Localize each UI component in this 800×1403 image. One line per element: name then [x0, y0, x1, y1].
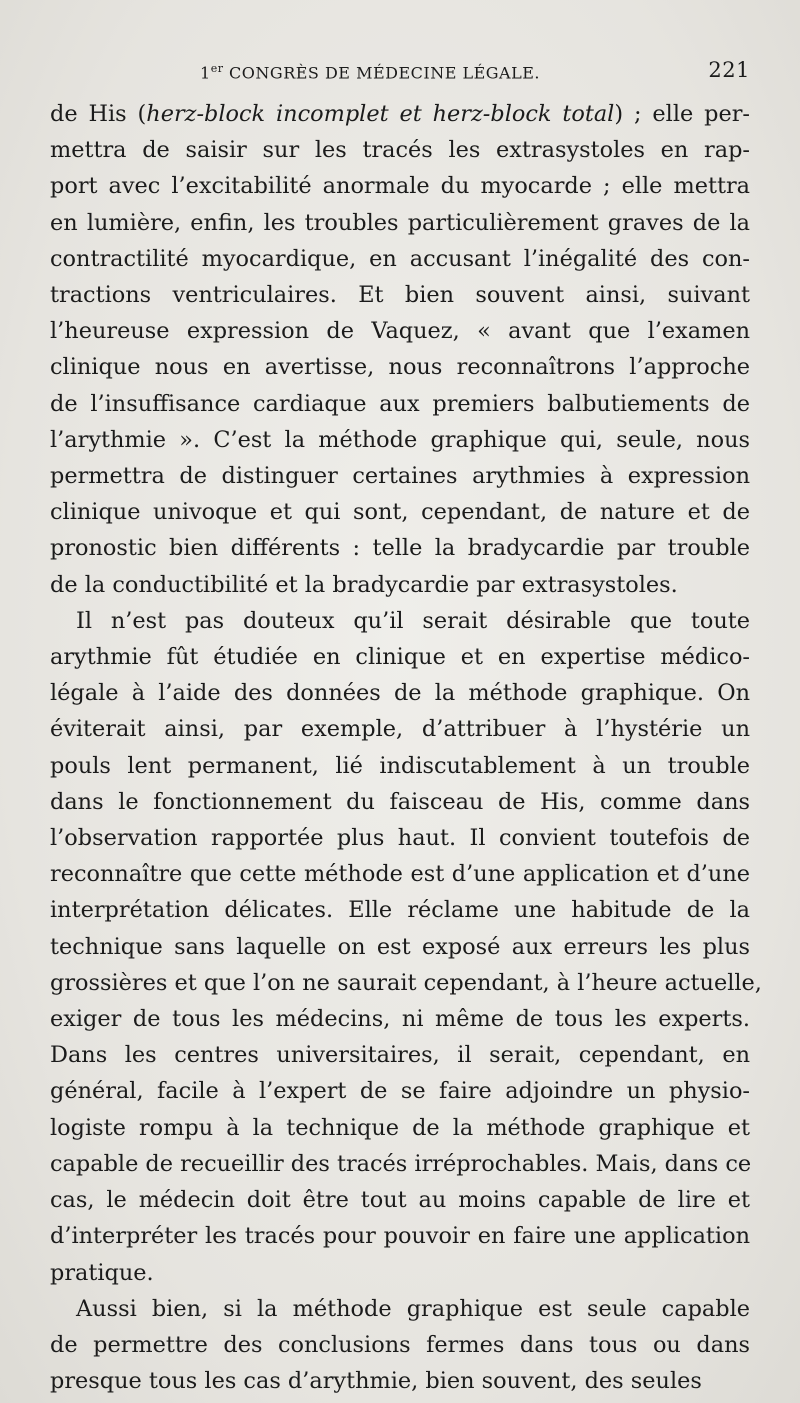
paragraph [50, 96, 750, 603]
text-line: pronostic bien différents : telle la bradycardie par trouble [50, 535, 750, 562]
text-line: clinique univoque et qui sont, cependant, de nature et de [50, 499, 750, 526]
text-line: l’heureuse expression de Vaquez, « avant que l’examen [50, 318, 750, 345]
text-line: tractions ventriculaires. Et bien souvent ainsi, suivant [50, 282, 750, 309]
text-line: dans le fonctionnement du faisceau de His, comme dans [50, 788, 750, 815]
text-line: pouls lent permanent, lié indiscutablement à un trouble [50, 752, 750, 779]
text-line: contractilité myocardique, en accusant l’inégalité des con- [50, 245, 750, 272]
text-line: général, facile à l’expert de se faire adjoindre un physio- [50, 1078, 750, 1105]
text-line: presque tous les cas d’arythmie, bien souvent, des seules [50, 1368, 702, 1395]
text-line: cas, le médecin doit être tout au moins capable de lire et [50, 1187, 750, 1214]
text-line: pratique. [50, 1259, 154, 1286]
text-line: Aussi bien, si la méthode graphique est seule capable [76, 1295, 750, 1322]
text-line: permettra de distinguer certaines arythmies à expression [50, 463, 750, 490]
text-line: de la conductibilité et la bradycardie par extrasystoles. [50, 571, 678, 598]
running-head [50, 50, 750, 96]
text-line: Dans les centres universitaires, il serait, cependant, en [50, 1042, 750, 1069]
text-line: exiger de tous les médecins, ni même de tous les experts. [50, 1006, 750, 1033]
text-line: arythmie fût étudiée en clinique et en expertise médico- [50, 644, 750, 671]
text-line: l’arythmie ». C’est la méthode graphique qui, seule, nous [50, 426, 750, 453]
text-line: de permettre des conclusions fermes dans tous ou dans [50, 1331, 750, 1358]
paragraph [50, 603, 762, 1291]
text-line: capable de recueillir des tracés irréprochables. Mais, dans ce [50, 1150, 752, 1177]
text-line: technique sans laquelle on est exposé aux erreurs les plus [50, 933, 750, 960]
paragraph [50, 1291, 750, 1400]
text-line: légale à l’aide des données de la méthode graphique. On [50, 680, 750, 707]
text-line: mettra de saisir sur les tracés les extrasystoles en rap- [50, 137, 750, 164]
text-line: de His (herz-block incomplet et herz-block total) ; elle per- [50, 101, 750, 127]
text-line: l’observation rapportée plus haut. Il convient toutefois de [50, 825, 750, 852]
text-line: logiste rompu à la technique de la méthode graphique et [50, 1114, 750, 1141]
body-text [50, 96, 762, 1399]
text-line: grossières et que l’on ne saurait cependant, à l’heure actuelle, [50, 969, 762, 996]
text-line: reconnaître que cette méthode est d’une application et d’une [50, 861, 750, 888]
text-line: Il n’est pas douteux qu’il serait désirable que toute [76, 607, 750, 634]
text-line: éviterait ainsi, par exemple, d’attribuer à l’hystérie un [50, 716, 750, 743]
text-line: de l’insuffisance cardiaque aux premiers balbutiements de [50, 390, 750, 417]
page-number: 221 [708, 58, 750, 82]
text-line: interprétation délicates. Elle réclame une habitude de la [50, 897, 750, 924]
text-line: port avec l’excitabilité anormale du myocarde ; elle mettra [50, 173, 750, 200]
text-line: clinique nous en avertisse, nous reconnaîtrons l’approche [50, 354, 750, 381]
text-line: en lumière, enfin, les troubles particulièrement graves de la [50, 209, 750, 236]
text-line: d’interpréter les tracés pour pouvoir en faire une application [50, 1223, 750, 1250]
running-head-title: 1er CONGRÈS DE MÉDECINE LÉGALE. [200, 62, 540, 83]
italic-term: herz-block incomplet et herz-block total [146, 101, 615, 127]
